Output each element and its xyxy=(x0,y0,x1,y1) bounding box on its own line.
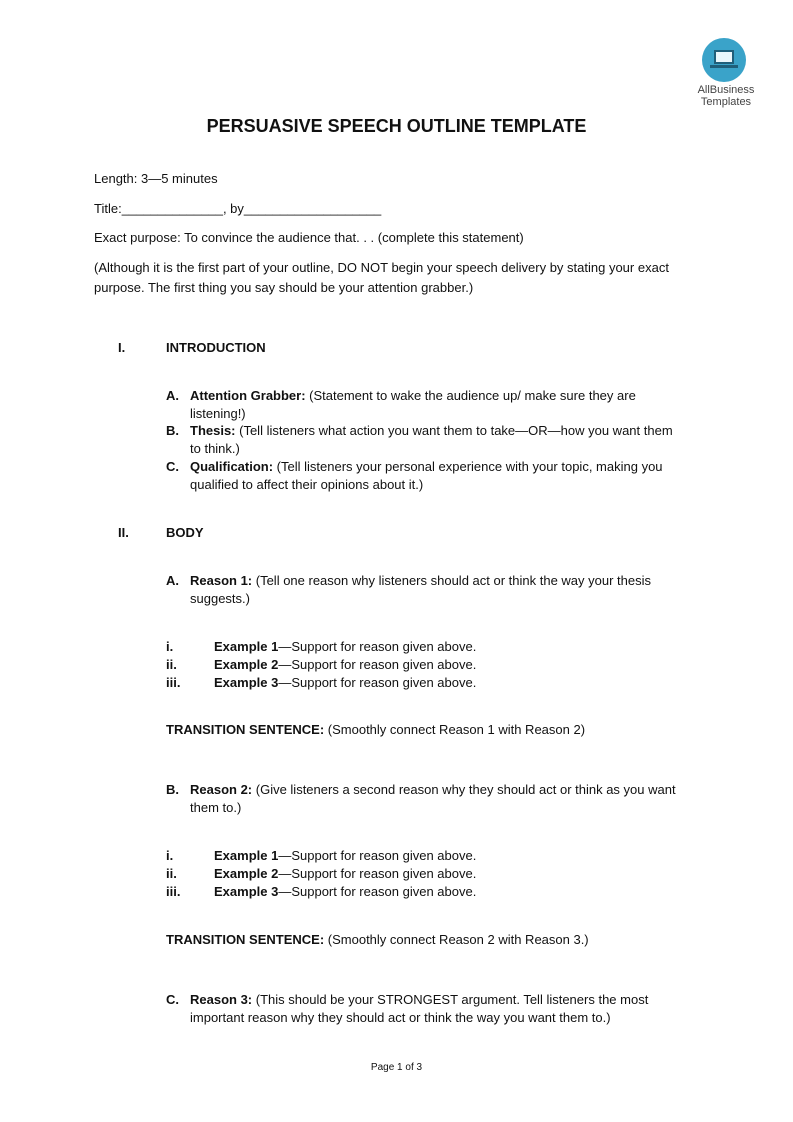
reason-letter: B. xyxy=(166,782,179,797)
example-text: —Support for reason given above. xyxy=(278,657,477,672)
transition-sentence xyxy=(166,721,585,739)
reason-label: Reason 3: xyxy=(190,992,253,1007)
reason-text: (Tell one reason why listeners should act or think the way your thesis xyxy=(252,573,652,588)
author-blank: ___________________ xyxy=(243,201,382,216)
body-numeral: II. xyxy=(118,525,129,540)
transition-label: TRANSITION SENTENCE: xyxy=(166,932,325,947)
reason-text: (This should be your STRONGEST argument. Tell listeners the most xyxy=(252,992,649,1007)
reason-letter: A. xyxy=(166,573,179,588)
example-line xyxy=(214,883,476,901)
transition-text: (Smoothly connect Reason 2 with Reason 3.) xyxy=(324,932,589,947)
logo-text-line2: Templates xyxy=(700,96,752,108)
reason-line1 xyxy=(190,991,648,1009)
example-text: —Support for reason given above. xyxy=(278,884,477,899)
intro-item-line2: qualified to affect their opinions about it.) xyxy=(190,477,424,492)
intro-item-text: (Tell listeners your personal experience with your topic, making you xyxy=(273,459,663,474)
intro-item-line1 xyxy=(190,422,673,440)
example-line xyxy=(214,847,476,865)
intro-item-letter: A. xyxy=(166,388,179,403)
title-label: Title: xyxy=(94,201,122,216)
example-label: Example 1 xyxy=(214,848,279,863)
reason-line2: suggests.) xyxy=(190,591,250,606)
example-text: —Support for reason given above. xyxy=(278,866,477,881)
example-text: —Support for reason given above. xyxy=(278,639,477,654)
intro-numeral: I. xyxy=(118,340,126,355)
intro-item-letter: B. xyxy=(166,423,179,438)
intro-item-line2: listening!) xyxy=(190,406,246,421)
intro-item-label: Thesis: xyxy=(190,423,236,438)
example-label: Example 2 xyxy=(214,657,279,672)
example-num: iii. xyxy=(166,675,181,690)
intro-item-letter: C. xyxy=(166,459,179,474)
intro-item-line1 xyxy=(190,387,636,405)
transition-label: TRANSITION SENTENCE: xyxy=(166,722,325,737)
note-line-2: purpose. The first thing you say should be your attention grabber.) xyxy=(94,280,474,295)
document-title: PERSUASIVE SPEECH OUTLINE TEMPLATE xyxy=(206,116,587,136)
intro-item-text: (Statement to wake the audience up/ make sure they are xyxy=(305,388,636,403)
example-num: iii. xyxy=(166,884,181,899)
transition-text: (Smoothly connect Reason 1 with Reason 2) xyxy=(324,722,586,737)
logo-text-line1: AllBusiness xyxy=(697,84,755,96)
page-number: Page 1 of 3 xyxy=(370,1062,423,1073)
example-num: i. xyxy=(166,639,174,654)
example-line xyxy=(214,638,476,656)
transition-sentence xyxy=(166,931,589,949)
reason-label: Reason 2: xyxy=(190,782,253,797)
reason-letter: C. xyxy=(166,992,179,1007)
intro-item-text: (Tell listeners what action you want them to take—OR—how you want them xyxy=(235,423,673,438)
example-num: i. xyxy=(166,848,174,863)
by-label: , by xyxy=(222,201,244,216)
example-line xyxy=(214,674,476,692)
reason-line1 xyxy=(190,781,676,799)
example-label: Example 2 xyxy=(214,866,279,881)
laptop-base-icon xyxy=(710,65,738,68)
intro-item-line2: to think.) xyxy=(190,441,240,456)
reason-text: (Give listeners a second reason why they should act or think as you want xyxy=(252,782,676,797)
intro-item-line1 xyxy=(190,458,663,476)
example-line xyxy=(214,865,476,883)
example-label: Example 3 xyxy=(214,884,279,899)
intro-heading: INTRODUCTION xyxy=(166,340,266,355)
example-label: Example 1 xyxy=(214,639,279,654)
allbusiness-logo xyxy=(694,38,758,110)
reason-line2: them to.) xyxy=(190,800,242,815)
intro-item-label: Attention Grabber: xyxy=(190,388,306,403)
laptop-icon xyxy=(714,50,734,64)
example-text: —Support for reason given above. xyxy=(278,675,477,690)
exact-purpose-line: Exact purpose: To convince the audience that. . . (complete this statement) xyxy=(94,230,524,245)
example-text: —Support for reason given above. xyxy=(278,848,477,863)
intro-item-label: Qualification: xyxy=(190,459,274,474)
example-line xyxy=(214,656,476,674)
reason-label: Reason 1: xyxy=(190,573,253,588)
title-line xyxy=(94,200,381,218)
body-heading: BODY xyxy=(166,525,204,540)
length-line: Length: 3—5 minutes xyxy=(94,171,218,186)
reason-line2: important reason why they should act or think the way you want them to.) xyxy=(190,1010,611,1025)
example-num: ii. xyxy=(166,657,177,672)
note-line-1: (Although it is the first part of your outline, DO NOT begin your speech delivery by stating your exact xyxy=(94,260,669,275)
title-blank: ______________ xyxy=(121,201,223,216)
example-label: Example 3 xyxy=(214,675,279,690)
example-num: ii. xyxy=(166,866,177,881)
reason-line1 xyxy=(190,572,651,590)
